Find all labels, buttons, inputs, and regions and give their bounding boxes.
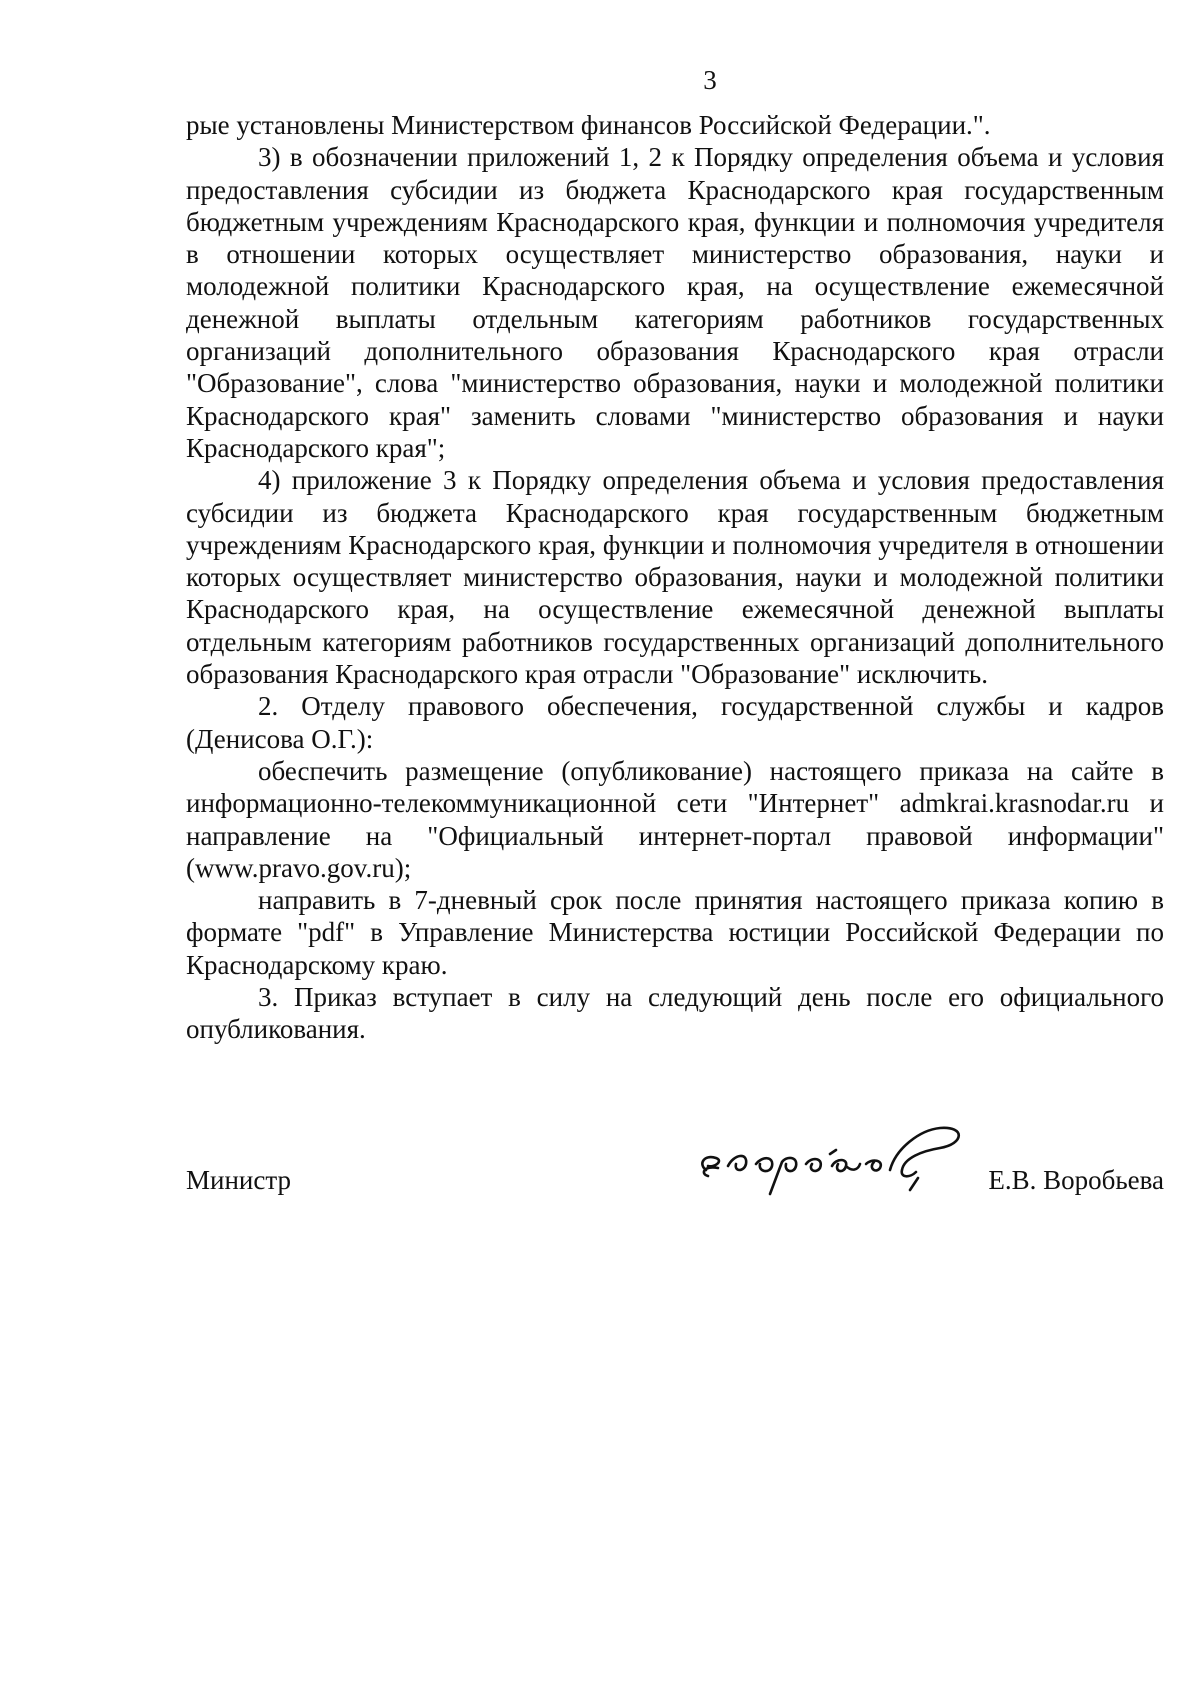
paragraph-continuation: рые установлены Министерством финансов Российской Федерации.". — [186, 110, 991, 140]
paragraph-section-2: 2. Отделу правового обеспечения, государственной службы и кадров (Денисова О.Г.): — [186, 691, 1164, 754]
paragraph-send-copy: направить в 7-дневный срок после принятия настоящего приказа копию в формате "pdf" в Управление Министерства юстиции Российской Федерации по Краснодарскому краю. — [186, 885, 1164, 980]
document-body — [186, 109, 1164, 1046]
signatory-name: Е.В. Воробьева — [988, 1165, 1164, 1195]
page-number: 3 — [703, 65, 717, 95]
signature-block — [186, 1164, 1164, 1204]
paragraph-item-4: 4) приложение 3 к Порядку определения объема и условия предоставления субсидии из бюджета Краснодарского края государственным бюджетным учреждениям Краснодарского края, функции и полномочия учредителя в отношении которых осуществляет министерство образования, науки и молодежной политики Краснодарского края, на осуществление ежемесячной денежной выплаты отдельным категориям работников государственных организаций дополнительного образования Краснодарского края отрасли "Образование" исключить. — [186, 465, 1164, 690]
paragraph-item-3: 3) в обозначении приложений 1, 2 к Порядку определения объема и условия предоставления субсидии из бюджета Краснодарского края государственным бюджетным учреждениям Краснодарского края, функции и полномочия учредителя в отношении которых осуществляет министерство образования, науки и молодежной политики Краснодарского края, на осуществление ежемесячной денежной выплаты отдельным категориям работников государственных организаций дополнительного образования Краснодарского края отрасли "Образование", слова "министерство образования, науки и молодежной политики Краснодарского края" заменить словами "министерство образования и науки Краснодарского края"; — [186, 142, 1164, 463]
paragraph-section-3: 3. Приказ вступает в силу на следующий день после его официального опубликования. — [186, 982, 1164, 1045]
signatory-title: Министр — [186, 1165, 291, 1195]
paragraph-publish: обеспечить размещение (опубликование) настоящего приказа на сайте в информационно-телекоммуникационной сети "Интернет" admkrai.krasnodar.ru и направление на "Официальный интернет-портал правовой информации" (www.pravo.gov.ru); — [186, 755, 1164, 883]
